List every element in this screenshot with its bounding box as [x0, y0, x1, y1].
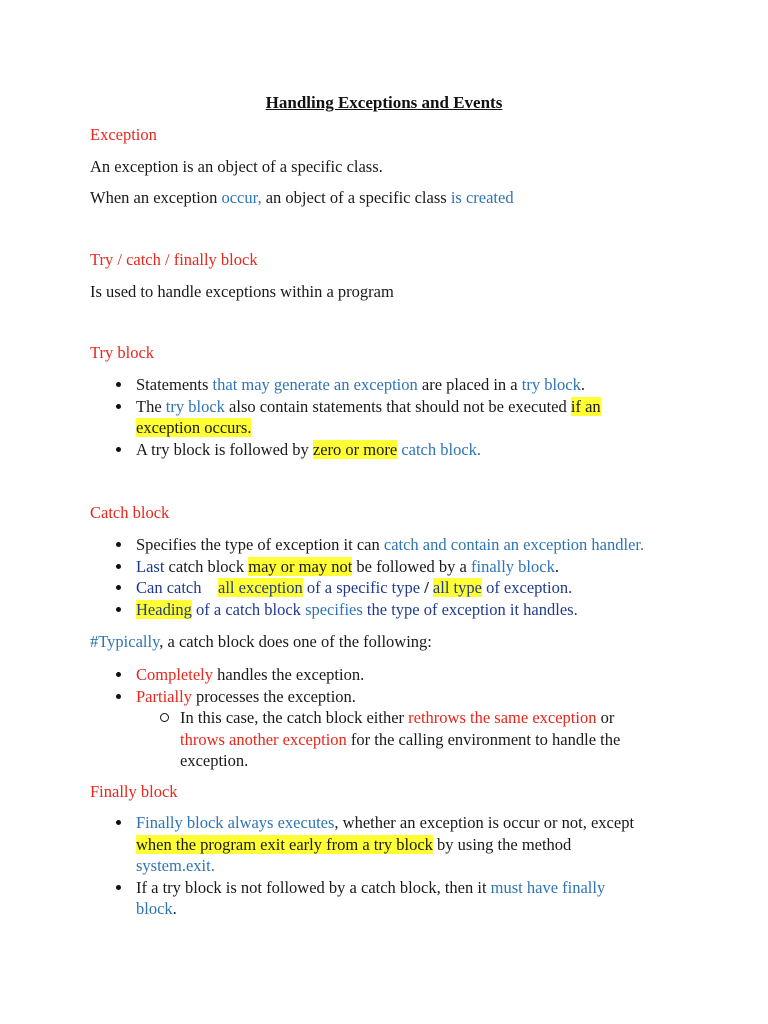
list-item: A try block is followed by zero or more catch block. [90, 439, 690, 461]
section-heading-try-catch-finally: Try / catch / finally block [90, 250, 258, 269]
try-block-list [90, 374, 690, 460]
list-item: Can catch all exception of a specific type / all type of exception. [90, 577, 690, 599]
list-item: Statements that may generate an exception are placed in a try block. [90, 374, 690, 396]
list-item: Completely handles the exception. [90, 664, 690, 686]
exception-creation-line: When an exception occur, an object of a specific class is created [90, 188, 514, 207]
page-title: Handling Exceptions and Events [265, 93, 503, 112]
list-item: Heading of a catch block specifies the type of exception it handles. [90, 599, 690, 621]
section-heading-try-block: Try block [90, 343, 155, 362]
section-heading-finally-block: Finally block [90, 782, 178, 801]
section-heading-exception: Exception [90, 125, 157, 144]
list-item: Last catch block may or may not be followed by a finally block. [90, 556, 690, 578]
catch-actions-list [90, 664, 690, 772]
list-item: If a try block is not followed by a catch block, then it must have finally block. [90, 877, 690, 920]
try-catch-finally-description: Is used to handle exceptions within a program [90, 282, 394, 301]
list-item: Finally block always executes, whether an exception is occur or not, except when the program exit early from a try block by using the method system.exit. [90, 812, 690, 877]
exception-definition: An exception is an object of a specific class. [90, 157, 383, 176]
sub-list-item: In this case, the catch block either rethrows the same exception or throws another exception for the calling environment to handle the exception. [136, 707, 690, 772]
typically-line: #Typically, a catch block does one of the following: [90, 632, 432, 651]
section-heading-catch-block: Catch block [90, 503, 170, 522]
sub-list [136, 707, 690, 772]
finally-block-list [90, 812, 690, 920]
list-item: Specifies the type of exception it can catch and contain an exception handler. [90, 534, 690, 556]
list-item: Partially processes the exception. In this case, the catch block either rethrows the same exception or throws another exception for the calling environment to handle the exception. [90, 686, 690, 772]
list-item: The try block also contain statements that should not be executed if an exception occurs. [90, 396, 690, 439]
catch-block-list [90, 534, 690, 620]
